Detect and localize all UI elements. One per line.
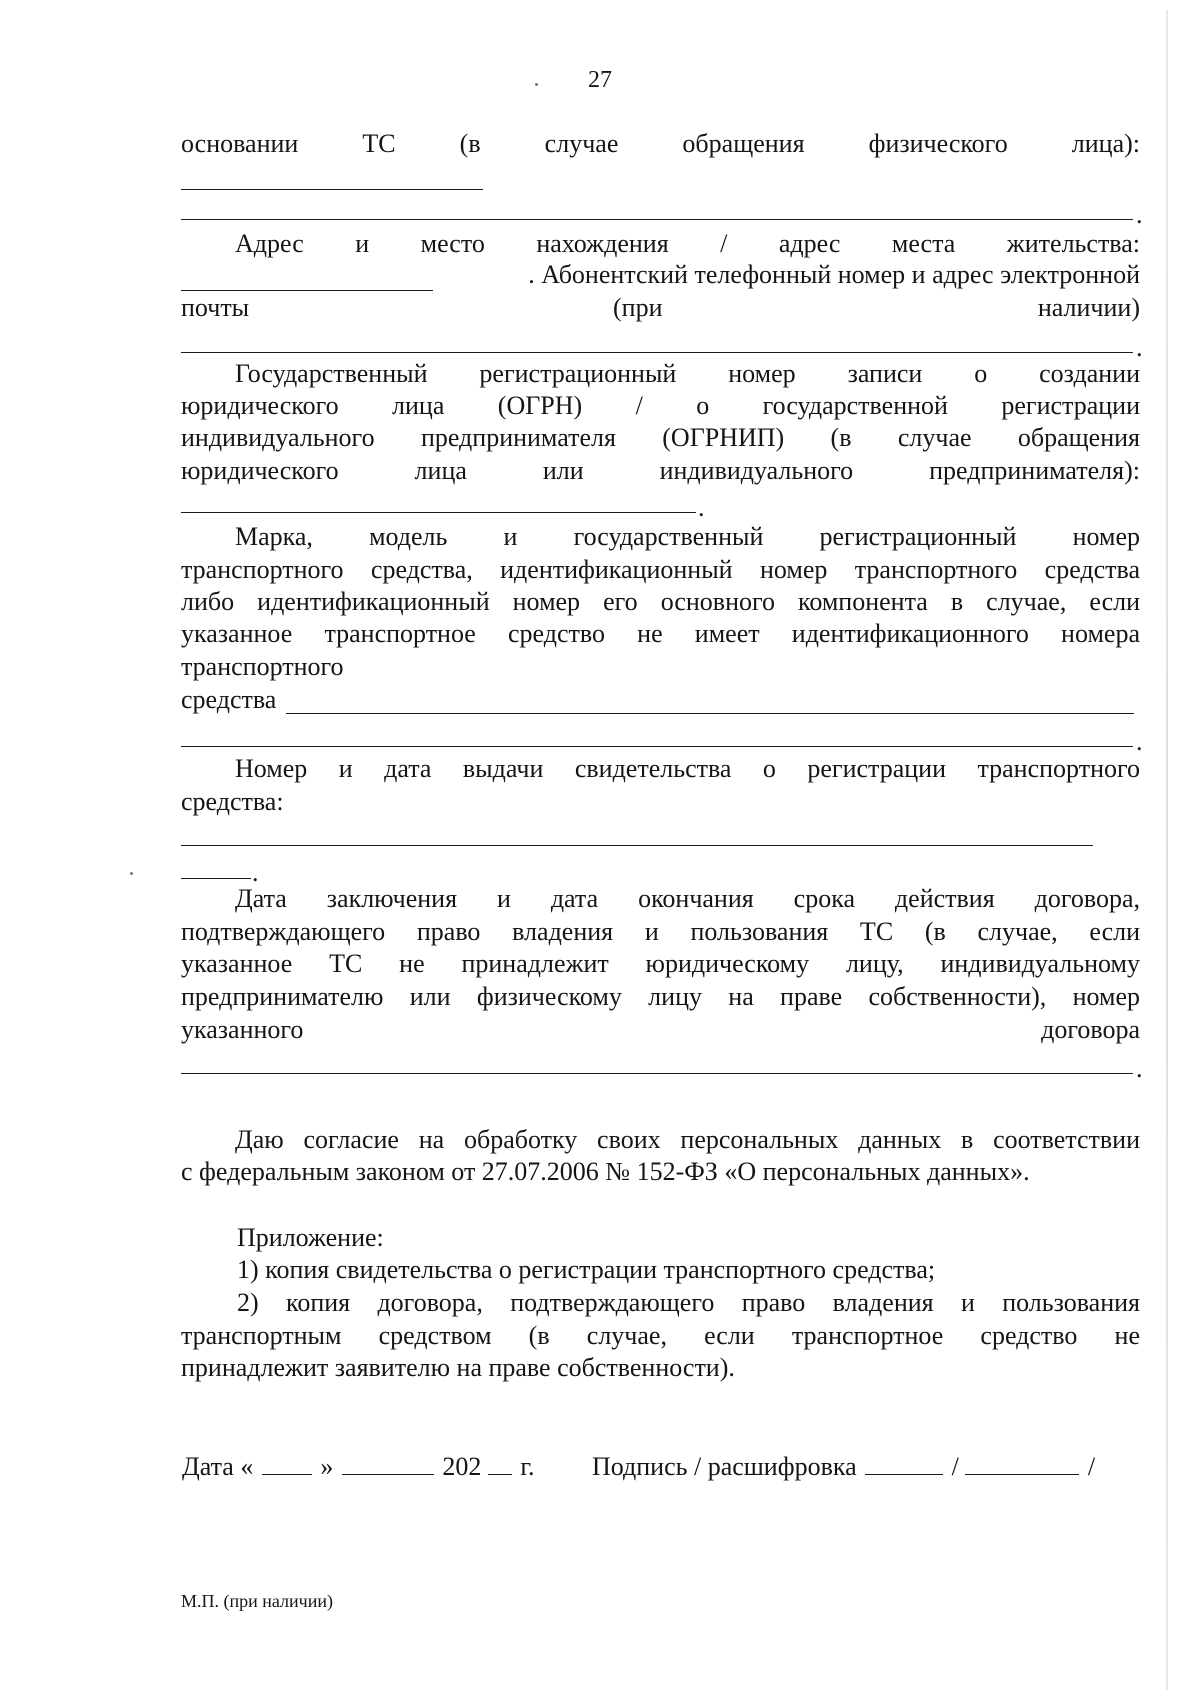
date-close-quote: » <box>320 1452 334 1481</box>
contract-line-3: указанное ТС не принадлежит юридическому лицу, индивидуальному <box>181 949 1140 978</box>
year-field[interactable] <box>488 1454 512 1475</box>
signature-end-separator: / <box>1087 1452 1096 1481</box>
day-field[interactable] <box>262 1454 312 1475</box>
signature-label: Подпись / расшифровка <box>592 1452 857 1481</box>
attachment-item-1: 1) копия свидетельства о регистрации транспортного средства; <box>237 1255 936 1284</box>
address-line-2: . Абонентский телефонный номер и адрес электронной <box>528 260 1140 289</box>
contact-blank <box>181 352 1133 353</box>
ogrn-line-1: Государственный регистрационный номер записи о создании <box>235 359 1140 388</box>
signature-separator: / <box>951 1452 959 1481</box>
ogrn-line-3: индивидуального предпринимателя (ОГРНИП) (в случае обращения <box>181 423 1140 452</box>
vehicle-full-blank <box>181 746 1133 747</box>
contract-blank <box>181 1073 1133 1074</box>
attachments-heading: Приложение: <box>237 1223 384 1252</box>
ogrn-period: . <box>698 493 705 522</box>
address-line-3-right: наличии) <box>1037 293 1140 322</box>
ogrn-blank <box>181 512 696 513</box>
date-prefix: Дата « <box>182 1452 254 1481</box>
contract-line-5-right: договора <box>1041 1015 1140 1044</box>
scan-edge <box>1166 10 1168 1690</box>
vehicle-line-4: указанное транспортное средство не имеет идентификационного номера <box>181 619 1140 648</box>
ogrn-line-4: юридического лица или индивидуального предпринимателя): <box>181 456 1140 485</box>
attachment-item-2-line-3: принадлежит заявителю на праве собственности). <box>181 1353 735 1382</box>
attachment-item-2-line-2: транспортным средством (в случае, если транспортное средство не <box>181 1321 1140 1350</box>
attachment-item-2-line-1: 2) копия договора, подтверждающего право владения и пользования <box>237 1288 1140 1317</box>
consent-line-2: с федеральным законом от 27.07.2006 № 152-ФЗ «О персональных данных». <box>181 1157 1030 1186</box>
signature-field[interactable] <box>865 1454 943 1475</box>
basis-line: основании ТС (в случае обращения физического лица): <box>181 129 1140 158</box>
certificate-line-1: Номер и дата выдачи свидетельства о регистрации транспортного <box>235 754 1140 783</box>
ogrn-line-2: юридического лица (ОГРН) / о государственной регистрации <box>181 391 1140 420</box>
contract-line-5-left: указанного <box>181 1015 304 1044</box>
stamp-label: М.П. (при наличии) <box>181 1591 333 1611</box>
certificate-short-blank <box>181 878 251 879</box>
address-line-3-mid: (при <box>613 293 663 322</box>
address-line-3-left: почты <box>181 293 250 322</box>
page-number: 27 <box>588 67 612 93</box>
vehicle-line-6: средства <box>181 685 277 714</box>
vehicle-period: . <box>1136 727 1143 756</box>
year-prefix: 202 <box>442 1452 482 1481</box>
basis-full-blank <box>181 219 1133 220</box>
vehicle-line-1: Марка, модель и государственный регистрационный номер <box>235 522 1140 551</box>
vehicle-line-2: транспортного средства, идентификационный номер транспортного средства <box>181 555 1140 584</box>
contract-period: . <box>1136 1054 1143 1083</box>
year-suffix: г. <box>520 1452 535 1481</box>
contract-line-4: предпринимателю или физическому лицу на праве собственности), номер <box>181 982 1140 1011</box>
basis-period: . <box>1136 200 1143 229</box>
address-blank <box>181 290 433 291</box>
address-line-1: Адрес и место нахождения / адрес места жительства: <box>235 229 1140 258</box>
month-field[interactable] <box>342 1454 434 1475</box>
vehicle-line-3: либо идентификационный номер его основного компонента в случае, если <box>181 587 1140 616</box>
basis-short-blank <box>181 189 483 190</box>
signature-decoding-field[interactable] <box>965 1454 1079 1475</box>
certificate-period: . <box>252 858 259 887</box>
signature-fields <box>592 1451 1095 1483</box>
contact-period: . <box>1136 333 1143 362</box>
vehicle-line-5: транспортного <box>181 652 344 681</box>
contract-line-2: подтверждающего право владения и пользования ТС (в случае, если <box>181 917 1140 946</box>
contract-line-1: Дата заключения и дата окончания срока действия договора, <box>235 884 1140 913</box>
scan-dot <box>130 872 133 875</box>
certificate-full-blank <box>181 845 1093 846</box>
certificate-line-2: средства: <box>181 787 284 816</box>
consent-line-1: Даю согласие на обработку своих персональных данных в соответствии <box>235 1125 1140 1154</box>
vehicle-inline-blank <box>286 713 1134 714</box>
signature-row <box>182 1451 535 1483</box>
